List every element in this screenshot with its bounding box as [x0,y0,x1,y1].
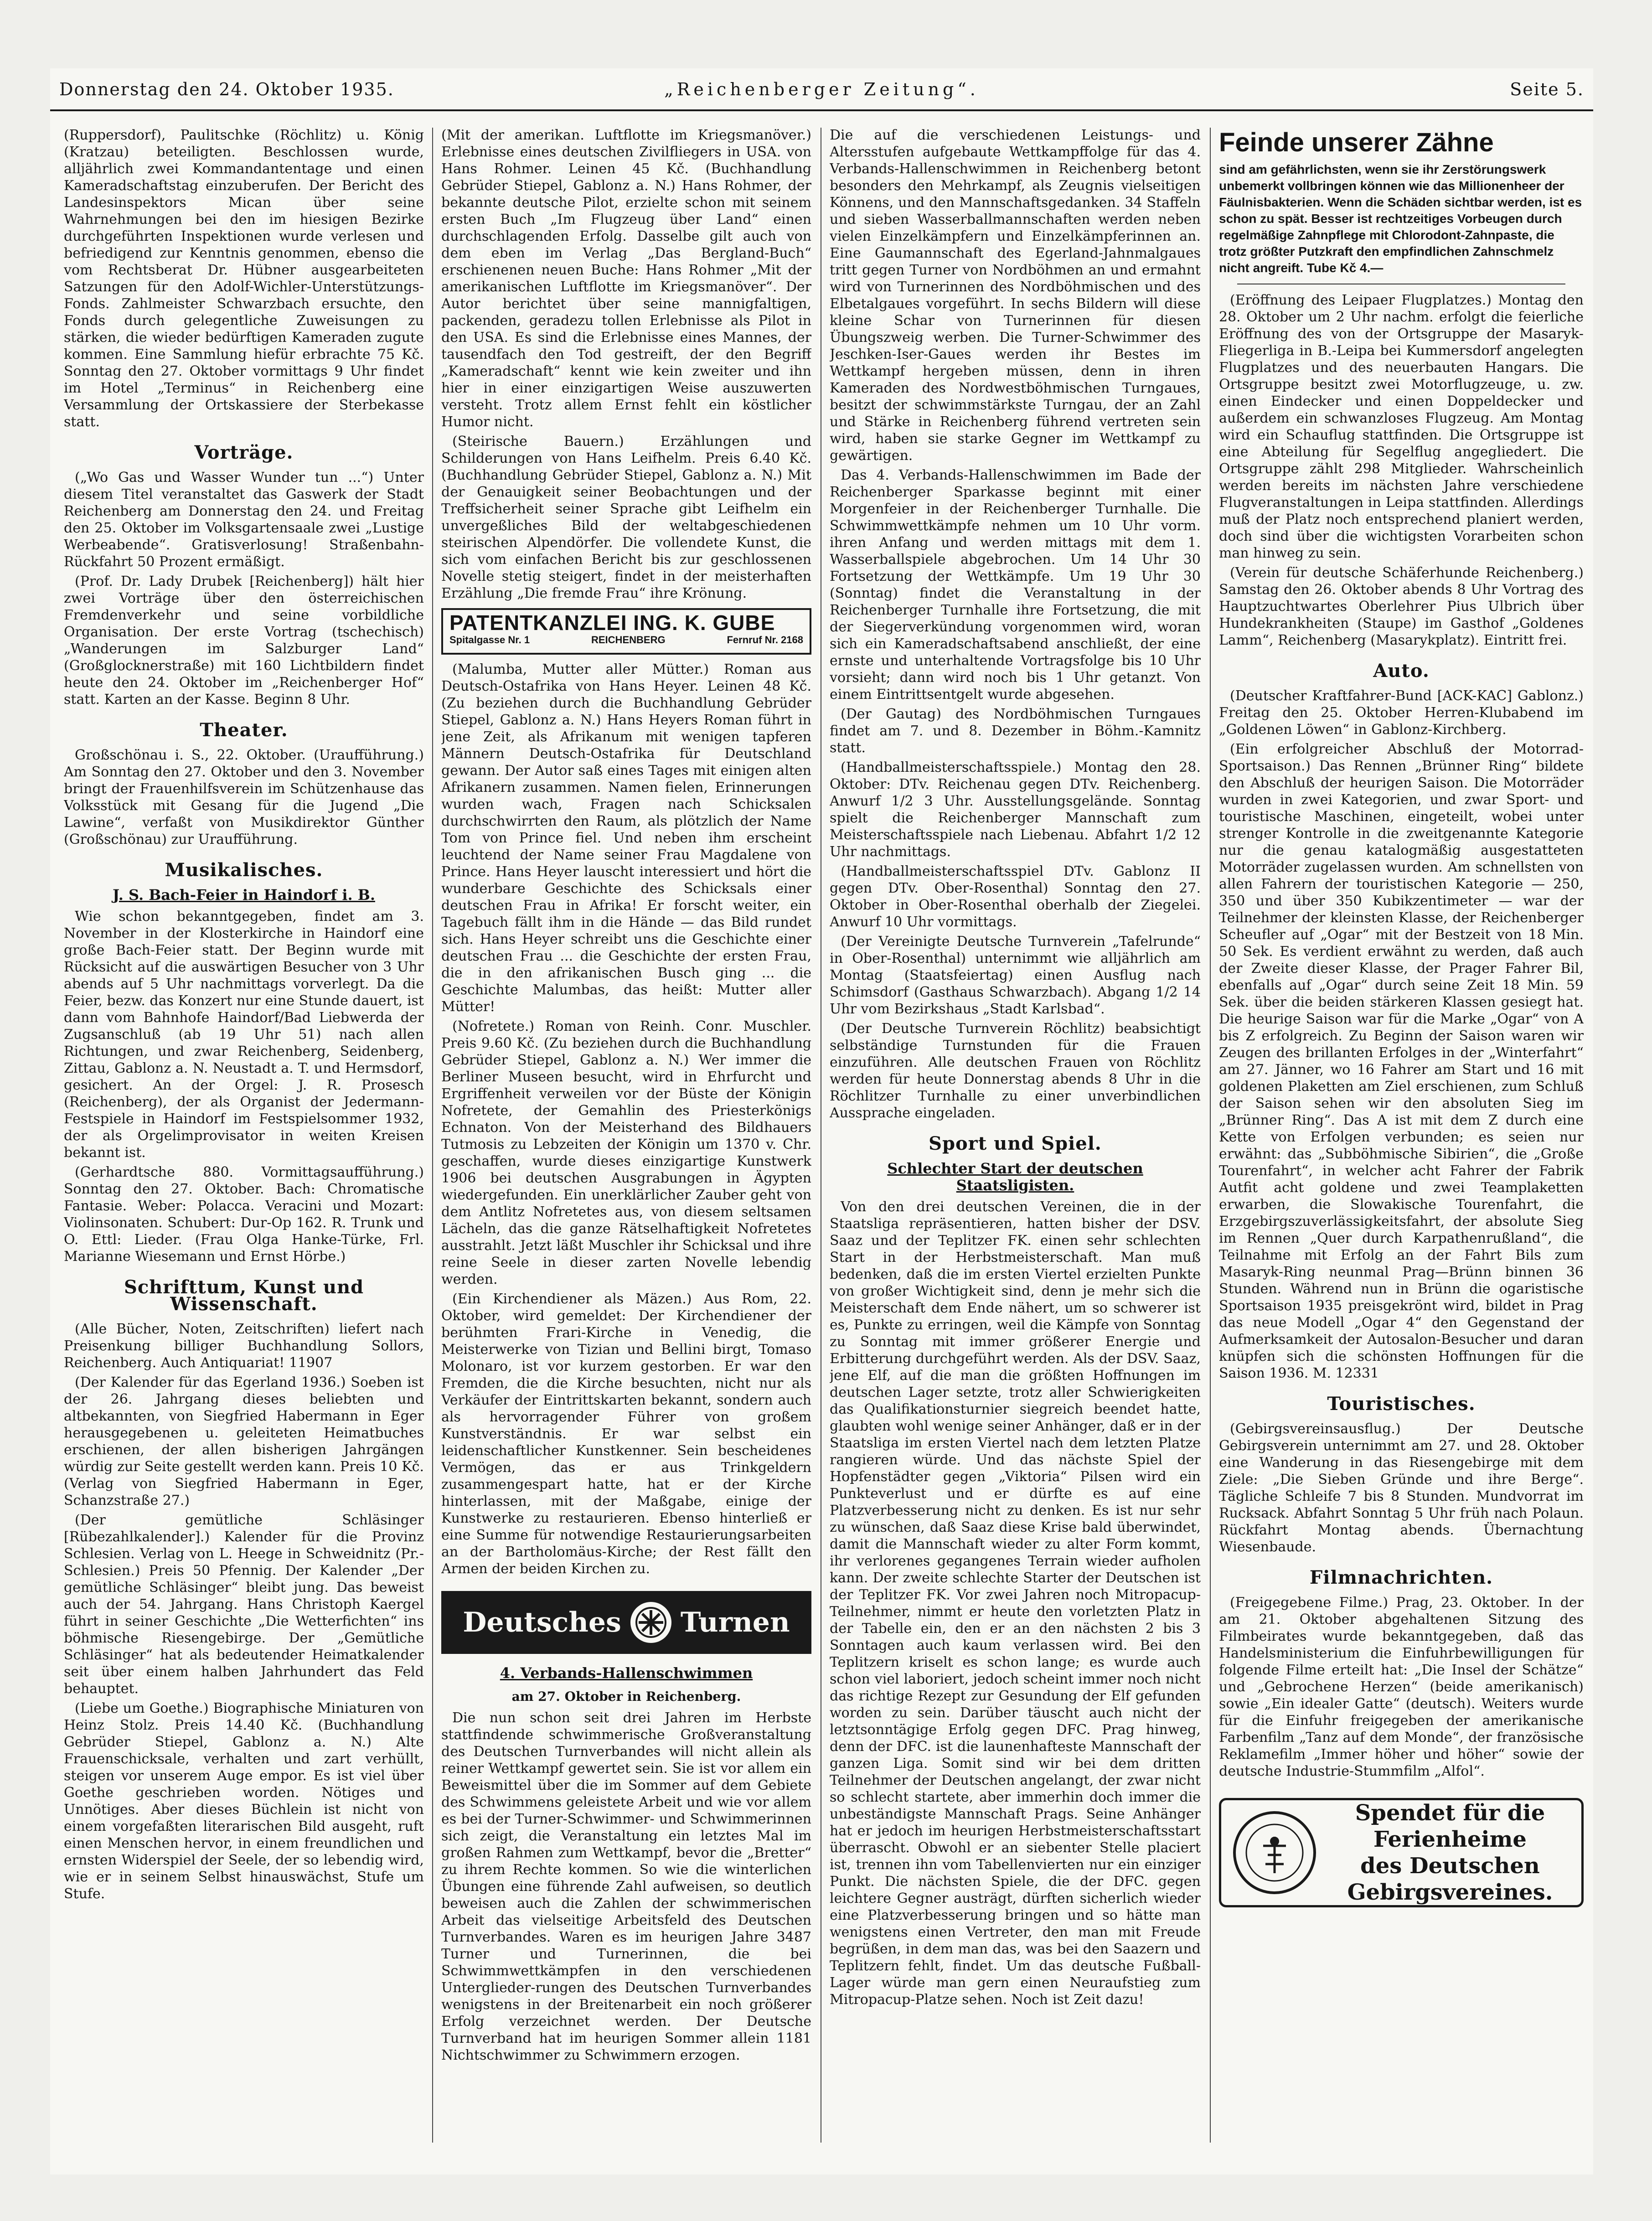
column-rule [432,128,433,2143]
section-heading-theater: Theater. [200,719,288,741]
article-steirische-bauern: (Steirische Bauern.) Erzählungen und Schilderungen von Hans Leifhelm. Preis 6.40 Kč. (Buchhandlung Gebrüder Stiepel, Gablonz a. N.) Mit der Genauigkeit seiner Beobachtungen und der Treffsicherheit seiner Sprache gibt Leifhelm ein unvergeßliches Bild der weltabgeschiedenen steirischen Alpendörfer. Die vollendete Kunst, die sich vom einfachen Bericht bis zur geschlossenen Novelle stetig steigert, findet in der meisterhaften Erzählung „Die fremde Frau“ ihre Krönung. [441,434,811,601]
subheading-bach: J. S. Bach-Feier in Haindorf i. B. [113,886,375,904]
article-ablauf: Das 4. Verbands-Hallenschwimmen im Bade der Reichenberger Sparkasse beginnt mit einer Morgenfeier in der Reichenberger Turnhalle. Die Schwimmwettkämpfe nehmen um 10 Uhr vorm. ihren Anfang und werden mittags mit dem 1. Wasserballspiele abgebrochen. Um 14 Uhr 30 Fortsetzung der Wettkämpfe. Um 19 Uhr 30 (Sonntag) findet die Veranstaltung in der Reichenberger Turnhalle ihre Fortsetzung, die mit der Siegerverkündung vorgenommen wird, woran sich ein Kameradschaftsabend anschließt, der eine ernste und unterhaltende Vortragsfolge bis 10 Uhr vorsieht; dann wird noch bis 1 Uhr getanzt. Von einem Eintrittsentgelt wurde abgesehen. [830,467,1201,702]
newspaper-page [50,68,1593,2175]
article-bach: Wie schon bekanntgegeben, findet am 3. November in der Klosterkirche in Haindorf eine große Bach-Feier statt. Der Beginn wurde mit Rücksicht auf die auswärtigen Besucher von 3 Uhr abends auf 5 Uhr nachmittags vorverlegt. Da die Feier, bezw. das Konzert nur eine Stunde dauert, ist dann vom Bahnhofe Haindorf/Bad Liebwerda der Zugsanschluß (ab 19 Uhr 51) nach allen Richtungen, und zwar Reichenberg, Seidenberg, Zittau, Gablonz a. N. Neustadt a. T. und Hermsdorf, gesichert. An der Orgel: J. R. Prosesch (Reichenberg), der als Organist der Jedermann-Festspiele in Haindorf im Festspielsommer 1932, der als Orgelimprovisator in weiten Kreisen bekannt ist. [64,909,424,1161]
subheading-date: am 27. Oktober in Reichenberg. [511,1689,741,1704]
advertisement-gube [441,608,811,655]
section-heading-musik: Musikalisches. [165,859,323,881]
article-nofretete: (Nofretete.) Roman von Reinh. Conr. Muschler. Preis 9.60 Kč. (Zu beziehen durch die Buchhandlung Gebrüder Stiepel, Gablonz a. N.) Wer immer die Berliner Museen besucht, wird in Ehrfurcht und Ergriffenheit verweilen vor der Büste der Königin Nofretete, der Gemahlin des Priesterkönigs Echnaton. Von der Meisterhand des Bildhauers Tutmosis zu Lebzeiten der Königin um 1370 v. Chr. geschaffen, wurde dieses einzigartige Kunstwerk 1906 bei deutschen Ausgrabungen in Ägypten wiedergefunden. Ein unerklärlicher Zauber geht von dem Antlitz Nofretetes aus, von diesem seltsamen Lächeln, das die ganze Rätselhaftigkeit Nofretetes ausstrahlt. Jetzt läßt Muschler ihr Schicksal und ihre reine Seele in dieser zarten Novelle lebendig werden. [441,1018,811,1287]
article-tafelrunde: (Der Vereinigte Deutsche Turnverein „Tafelrunde“ in Ober-Rosenthal) unternimmt wie alljährlich am Montag (Staatsfeiertag) einen Ausflug nach Schimsdorf (Gasthaus Schwarzbach). Abgang 1/2 14 Uhr vom Bezirkshaus „Stadt Karlsbad“. [830,934,1201,1017]
column-4 [1219,127,1584,2151]
page-number: Seite 5. [1510,79,1584,99]
column-2 [441,127,811,2151]
newspaper-title: „Reichenberger Zeitung“. [664,79,979,99]
article-gerhardt: (Gerhardtsche 880. Vormittagsaufführung.) Sonntag den 27. Oktober. Bach: Chromatische Fantasie. Weber: Polacca. Veracini und Mozart: Violinsonaten. Schubert: Dur-Op 162. R. Trunk und O. Ettl: Lieder. (Frau Olga Hanke-Türke, Frl. Marianne Wiesemann und Ernst Hörbe.) [64,1164,424,1265]
article-goethe: (Liebe um Goethe.) Biographische Miniaturen von Heinz Stolz. Preis 14.40 Kč. (Buchhandlung Gebrüder Stiepel, Gablonz a. N.) Alte Frauenschicksale, verhalten und zart verhüllt, steigen vor unserem Auge empor. Es ist viel über Goethe geschrieben worden. Nötiges und Unnötiges. Aber dieses Büchlein ist nicht von einem vorgefaßten literarischen Bild ausgeht, ruft einen Menschen hervor, in einem freundlichen und ernsten Widerspiel der Seele, der so lebendig wird, wie er in seinem Selbst hinauswächst, Stufe um Stufe. [64,1700,424,1902]
advertisement-chlorodont [1219,127,1584,276]
masthead [50,79,1593,111]
article-gebirgsverein: (Gebirgsvereinsausflug.) Der Deutsche Gebirgsverein unternimmt am 27. und 28. Oktober eine Wanderung in das Riesengebirge mit dem Ziele: „Die Sieben Gründe und ihre Berge“. Tägliche Schleife 7 bis 8 Stunden. Mundvorrat im Rucksack. Abfahrt Sonntag 5 Uhr früh nach Polaun. Rückfahrt Montag abends. Übernachtung Wiesenbaude. [1219,1421,1584,1555]
article-handball-1: (Handballmeisterschaftsspiele.) Montag den 28. Oktober: DTv. Reichenau gegen DTv. Reichenberg. Anwurf 1/2 3 Uhr. Ausstellungsgelände. Sonntag spielt die Reichenberger Mannschaft zum Meisterschaftsspiele nach Liebenau. Abfahrt 1/2 12 Uhr nachmittags. [830,759,1201,860]
section-heading-touristisches: Touristisches. [1327,1393,1476,1415]
article-handball-2: (Handballmeisterschaftsspiel DTv. Gablonz II gegen DTv. Ober-Rosenthal) Sonntag den 27. Oktober in Ober-Rosenthal oberhalb der Ziegelei. Anwurf 10 Uhr vormittags. [830,863,1201,930]
article-verbands-hallenschwimmen: Die nun schon seit drei Jahren im Herbste stattfindende schwimmerische Großveranstaltung des Deutschen Turnverbandes will nicht allein als reiner Wettkampf gewertet sein. Sie ist vor allem ein Beweismittel über die im Sommer auf dem Gebiete des Schwimmens geleistete Arbeit und wie vor allem es bei der Turner-Schwimmer- und Schwimmerinnen sich zeigt, die Veranstaltung ein letztes Mal im großen Rahmen zum Wettkampf, bevor die „Bretter“ zu ihrem Rechte kommen. So wie die winterlichen Übungen eine führende Zahl aufweisen, so deutlich beweisen auch die Zahlen der schwimmerischen Arbeit das vielseitige Arbeitsfeld des Deutschen Turnverbandes. Waren es im heurigen Jahre 3487 Turner und Turnerinnen, die bei Schwimmwettkämpfen in den verschiedenen Unterglieder-rungen des Deutschen Turnverbandes wenigstens in der Breitenarbeit ein noch größerer Erfolg verzeichnet werden. Der Deutsche Turnverband hat im heurigen Sommer allein 1181 Nichtschwimmer zu Schwimmern erzogen. [441,1710,811,2063]
article-drubek: (Prof. Dr. Lady Drubek [Reichenberg]) hält hier zwei Vorträge über den österreichischen Fremdenverkehr und seine vorbildliche Organisation. Der erste Vortrag (tschechisch) „Wanderungen im Salzburger Land“ (Großglocknerstraße) mit 160 Lichtbildern findet heute den 24. Oktober im „Reichenberger Hof“ statt. Karten an der Kasse. Beginn 8 Uhr. [64,573,424,708]
article-malumba: (Malumba, Mutter aller Mütter.) Roman aus Deutsch-Ostafrika von Hans Heyer. Leinen 48 Kč. (Zu beziehen durch die Buchhandlung Gebrüder Stiepel, Gablonz a. N.) Hans Heyers Roman führt in jene Zeit, als Afrikanum mit wenigen tapferen Männern Deutsch-Ostafrika für Deutschland gewann. Der Autor saß eines Tages mit einigen alten Afrikanern zusammen. Namen fielen, Erinnerungen wurden wach, Fragen nach Schicksalen durchschwirrten den Raum, als plötzlich der Name Tom von Prince fiel. Und neben ihm erscheint leuchtend der Name seiner Frau Magdalene von Prince. Hans Heyer lauscht interessiert und hört die wunderbare Geschichte des Schicksals einer deutschen Frau in Afrika! Er forscht weiter, ein Tagebuch fällt ihm in die Hände — das Bild rundet sich. Hans Heyer schreibt uns die Geschichte einer deutschen Frau ... die Geschichte der ersten Frau, die in den afrikanischen Busch ging ... die Geschichte Malumbas, das heißt: Mutter aller Mütter! [441,661,811,1015]
header-rule [50,109,1593,111]
subheading-staatsligisten: Schlechter Start der deutschen Staatsligisten. [887,1160,1143,1194]
deutsches-turnen-banner: Deutsches Turnen [441,1591,811,1654]
subheading-verbands-hallenschwimmen: 4. Verbands-Hallenschwimmen [500,1664,753,1682]
article-kirchendiener: (Ein Kirchendiener als Mäzen.) Aus Rom, 22. Oktober, wird gemeldet: Der Kirchendiener der berühmten Frari-Kirche in Venedig, die Meisterwerke von Tizian und Bellini birgt, Tomaso Molonaro, ist vor kurzem gestorben. Er war den Fremden, die die Kirche besuchten, nicht nur als Verkäufer der Eintrittskarten bekannt, sondern auch als hervorragender Führer von großem Kunstverständnis. Er war selbst ein leidenschaftlicher Kunstkenner. Sein bescheidenes Vermögen, das er aus Trinkgeldern zusammengespart hatte, hat er der Kirche hinterlassen, mit der Maßgabe, einige der Kunstwerke zu restaurieren. Ebenso hinterließ er eine Summe für notwendige Restaurierungsarbeiten an der Bartholomäus-Kirche; der Rest fällt den Armen der beiden Kirchen zu. [441,1291,811,1577]
article-flugplatz: (Eröffnung des Leipaer Flugplatzes.) Montag den 28. Oktober um 2 Uhr nachm. erfolgt die feierliche Eröffnung des von der Ortsgruppe der Masaryk-Fliegerliga in B.-Leipa bei Kummersdorf angelegten Flugplatzes und des neuerbauten Hangars. Die Ortsgruppe besitzt zwei Motorflugzeuge, u. zw. einen Eindecker und einen Doppeldecker und außerdem ein schwanzloses Flugzeug. Am Montag wird ein Schauflug stattfinden. Die Ortsgruppe ist eine Abteilung für Segelflug angegliedert. Die Ortsgruppe zählt 298 Mitglieder. Wahrscheinlich werden bereits im nächsten Jahre verschiedene Flugveranstaltungen in Leipa stattfinden. Allerdings muß der Platz noch entsprechend planiert werden, doch sind über die wichtigsten Vorarbeiten schon man hinweg zu sein. [1219,292,1584,561]
article-kalender-egerland: (Der Kalender für das Egerland 1936.) Soeben ist der 26. Jahrgang dieses beliebten und altbekannten, von Siegfried Habermann in Eger herausgegebenen u. geleiteten Heimatbuches erschienen, der allen bisherigen Jahrgängen würdig zur Seite gestellt werden kann. Preis 10 Kč. (Verlag von Siegfried Habermann in Eger, Schanzstraße 27.) [64,1374,424,1508]
article-luftflotte: (Mit der amerikan. Luftflotte im Kriegsmanöver.) Erlebnisse eines deutschen Zivilfliegers in USA. von Hans Rohmer. Leinen 45 Kč. (Buchhandlung Gebrüder Stiepel, Gablonz a. N.) Hans Rohmer, der bekannte deutsche Pilot, erzielte schon mit seinem ersten Buch „Im Flugzeug über Land“ einen durchschlagenden Erfolg. Dasselbe gilt auch von dem eben im Verlag „Das Bergland-Buch“ erschienenen neuen Buche: Hans Rohmer „Mit der amerikanischen Luftflotte im Kriegsmanöver“. Der Autor berichtet über seine mannigfaltigen, packenden, geradezu tollen Erlebnisse als Pilot in den USA. Es sind die Erlebnisse eines Mannes, der tausendfach den Tod gestreift, der den Begriff „Kameradschaft“ kennt wie kein zweiter und ihn hier in einer einzigartigen Weise auszuwerten versteht. Trotz allem Ernst fehlt ein köstlicher Humor nicht. [441,127,811,430]
issue-date: Donnerstag den 24. Oktober 1935. [59,79,394,99]
section-heading-auto: Auto. [1373,660,1430,682]
column-3 [830,127,1201,2151]
article-motorrad: (Ein erfolgreicher Abschluß der Motorrad-Sportsaison.) Das Rennen „Brünner Ring“ bildete den Abschluß der heurigen Saison. Die Motorräder wurden in zwei Kategorien, und zwar Sport- und touristische Maschinen, eingeteilt, wobei unter strenger Kontrolle in die zweitgenannte Kategorie nur die genau katalogmäßig ausgestatteten Motorräder zugelassen wurden. Am schnellsten von allen Fahrern der touristischen Kategorie — 250, 350 und über 350 Kubikzentimeter — war der Teilnehmer der kleinsten Klasse, der Reichenberger Scheufler auf „Ogar“ mit der Bestzeit von 18 Min. 50 Sek. Es verdient erwähnt zu werden, daß auch der Zweite dieser Klasse, der Prager Fahrer Bil, ebenfalls auf „Ogar“ durch seine Zeit 18 Min. 59 Sek. über die beiden stärkeren Klassen gesiegt hat. Die heurige Saison war für die Marke „Ogar“ von A bis Z erfolgreich. Zu Beginn der Saison waren wir Zeugen des brillanten Erfolges in der „Winterfahrt“ am 27. Jänner, wo 16 Fahrer am Start und 16 mit goldenen Plaketten am Ziel erschienen, zum Schluß der Saison sehen wir den absoluten Sieg im „Brünner Ring“. Das A ist mit dem Z durch eine Kette von Erfolgen verbunden; es seien nur erwähnt: das „Subböhmische Sibirien“, die „Große Tourenfahrt“, in welcher acht Fahrer der Fabrik Autfit acht goldene und zwei Teamplaketten erwarben, die Slowakische Tourenfahrt, die Erzgebirgszuverlässigkeitsfahrt, der absolute Sieg im Rennen „Quer durch Karpathenrußland“, die Teilnahme mit Erfolg an der Fahrt Bils zum Masaryk-Ring neunmal Prag—Brünn binnen 36 Stunden. Während nun in Brünn die ogaristische Sportsaison 1935 preisgekrönt wird, bildet in Prag das neue Modell „Ogar 4“ den Gegenstand der Aufmerksamkeit der Autosalon-Besucher und daran knüpfen sich die schönsten Hoffnungen für die Saison 1936. M. 12331 [1219,741,1584,1381]
article-schlaesinger: (Der gemütliche Schläsinger [Rübezahlkalender].) Kalender für die Provinz Schlesien. Verlag von L. Heege in Schweidnitz (Pr.-Schlesien.) Preis 50 Pfennig. Der Kalender „Der gemütliche Schläsinger“ bleibt jung. Das beweist auch der 54. Jahrgang. Hans Christoph Kaergel führt in seiner Geschichte „Die Wetterfichten“ ins böhmische Riesengebirge. Der „Gemütliche Schläsinger“ hat als bedeutender Heimatkalender seit über einem halben Jahrhundert das Feld behauptet. [64,1512,424,1697]
section-heading-sport: Sport und Spiel. [929,1133,1102,1154]
gebirgsverein-seal-icon [1231,1809,1318,1896]
column-1 [64,127,424,2151]
section-heading-vortraege: Vorträge. [194,442,294,463]
ad-gube-title: PATENTKANZLEI ING. K. GUBE [449,611,775,635]
ad-chlorodont-body: sind am gefährlichsten, wenn sie ihr Zerstörungswerk unbemerkt vollbringen können wie das Millionenheer der Fäulnisbakterien. Wenn die Schäden sichtbar werden, ist es schon zu spät. Besser ist rechtzeitiges Vorbeugen durch regelmäßige Zahnpflege mit Chlorodont-Zahnpaste, die trotz größter Putzkraft den empfindlichen Zahnschmelz nicht angreift. Tube Kč 4.— [1219,162,1582,275]
section-heading-schrifttum: Schrifttum, Kunst und Wissenschaft. [124,1276,364,1315]
article-staatsliga: Von den drei deutschen Vereinen, die in der Staatsliga repräsentieren, hatten bisher der DSV. Saaz und der Teplitzer FK. einen sehr schlechten Start in der Herbstmeisterschaft. Man muß bedenken, daß die im ersten Viertel erzielten Punkte von großer Wichtigkeit sind, denn je mehr sich die Meisterschaft dem Ende nähert, um so schwerer ist es, Punkte zu erringen, weil die Kämpfe von Sonntag zu Sonntag mit immer größerer Energie und Erbitterung durchgeführt werden. Als der DSV. Saaz, jene Elf, auf die man die größten Hoffnungen im deutschen Lager setzte, trotz aller Schwierigkeiten das Qualifikationsturnier siegreich beendet hatte, glaubten wohl wenige seiner Anhänger, daß er in der Staatsliga im ersten Viertel nach dem letzten Platze rangieren würde. Und das nächste Spiel der Hopfenstädter gegen „Viktoria“ Pilsen wird ein Punkteverlust und er dürfte es auf eine Platzverbesserung nicht zu denken. Es ist nur sehr zu wünschen, daß Saaz diese Krise bald überwindet, damit die Mannschaft wieder zu alter Form kommt, ihr verlorenes gegangenes Terrain wieder aufholen kann. Der zweite schlechte Starter der Deutschen ist der Teplitzer FK. Vor zwei Jahren noch Mitropacup-Teilnehmer, nimmt er heute den vorletzten Platz in der Tabelle ein, den er an den nächsten 2 bis 3 Sonntagen auch kaum verlassen wird. Bei den Teplitzern kriselt es schon lange; es wurde auch schon viel laboriert, jedoch scheint immer noch nicht das richtige Rezept zur Gesundung der Elf gefunden worden zu sein. Darüber täuscht auch nicht der letztsonntägige Erfolg gegen DFC. Prag hinweg, denn der DFC. ist die launenhafteste Mannschaft der ganzen Liga. Somit sind wir bei dem dritten Teilnehmer der Deutschen angelangt, der zwar nicht so schlecht startete, aber immerhin doch immer die unbeständigste Mannschaft Prags. Seine Anhänger hat er jedoch im heurigen Herbstmeisterschaftsstart überrascht. Obwohl er an siebenter Stelle placiert ist, trennen ihn vom Tabellenvierten nur ein einziger Punkt. Die nächsten Spiele, die der DFC. gegen leichtere Gegner austrägt, dürften sicherlich wieder eine Platzverbesserung bringen und so hätte man wenigstens einen Vertreter, den man mit Freude begrüßen, in dem man das, was bei den Saazern und Teplitzern fehlt, findet. Um das deutsche Fußball-Lager würde man gern einen Neuraufstieg zum Mitropacup-Platze sehen. Noch ist Zeit dazu! [830,1199,1201,2008]
advertisement-ferienheime [1219,1798,1584,1907]
article-gaswerk: („Wo Gas und Wasser Wunder tun ...“) Unter diesem Titel veranstaltet das Gaswerk der Stadt Reichenberg am Donnerstag den 24. und Freitag den 25. Oktober im Volksgartensaale zwei „Lustige Werbeabende“. Gratisverlosung! Straßenbahn-Rückfahrt 50 Prozent ermäßigt. [64,470,424,570]
column-rule [1210,128,1211,2143]
ad-ferienheime-text: Spendet für die Ferienheime des Deutschen Gebirgsvereines. [1347,1800,1553,1905]
article-feuerwehr: (Ruppersdorf), Paulitschke (Röchlitz) u. König (Kratzau) beteiligten. Beschlossen wurde, alljährlich zwei Kommandantentage und einen Kameradschaftstag einzuberufen. Der Bericht des Landesinspektors Mican über seine Wahrnehmungen bei den im hiesigen Bezirke durchgeführten Inspektionen wurde verlesen und befriedigend zur Kenntnis genommen, ebenso die vom Rechtsberat Dr. Hübner ausgearbeiteten Satzungen für den Adolf-Wichler-Unterstützungs-Fonds. Zahlmeister Schwarzbach ersuchte, den Fonds durch gelegentliche Zuweisungen zu stärken, die wieder bedürftigen Kameraden zugute kommen. Eine Sammlung hiefür erbrachte 75 Kč. Sonntag den 27. Oktober vormittags 9 Uhr findet im Hotel „Terminus“ in Reichenberg eine Versammlung der Ortskassiere der Sterbekasse statt. [64,127,424,430]
ad-gube-address: Spitalgasse Nr. 1 REICHENBERG Fernruf Nr. 2168 [449,634,803,646]
ad-chlorodont-title: Feinde unserer Zähne [1219,128,1494,157]
article-roechlitz: (Der Deutsche Turnverein Röchlitz) beabsichtigt selbständige Turnstunden für die Frauen einzuführen. Alle deutschen Frauen von Röchlitz werden für heute Donnerstag abends 8 Uhr in die Röchlitzer Turnhalle zu einer unverbindlichen Aussprache eingeladen. [830,1021,1201,1121]
section-heading-film: Filmnachrichten. [1309,1567,1493,1588]
article-wettkampffolge: Die auf die verschiedenen Leistungs- und Altersstufen aufgebaute Wettkampffolge für das 4. Verbands-Hallenschwimmen in Reichenberg betont besonders den Mehrkampf, als Zeugnis vielseitigen Könnens, und den Mannschaftsgedanken. 34 Staffeln und sieben Wasserballmannschaften werden neben vielen Einzelkämpfern und Einzelkämpferinnen an. Eine Gaumannschaft des Egerland-Jahnmalgaues tritt gegen Turner von Nordböhmen an und ermahnt wird von Turnerinnen des Nordböhmischen und des Elbetalgaues vorgeführt. In sechs Bildern will diese kleine Schar von Turnerinnen für diesen Übungszweig werben. Die Turner-Schwimmer des Jeschken-Iser-Gaues werden ihr Bestes im Wettkampf hergeben müssen, denn in ihren Kameraden des Nordwestböhmischen Turngaues, besitzt der schwimmstärkste Turngau, der an Zahl und Stärke in Reichenberg führend vertreten sein wird, haben sie starke Gegner im Wettkampf zu gewärtigen. [830,127,1201,464]
turner-emblem-icon [630,1602,671,1643]
article-theater: Großschönau i. S., 22. Oktober. (Uraufführung.) Am Sonntag den 27. Oktober und den 3. November bringt der Frauenhilfsverein im Schützenhause das Volksstück mit Gesang für die Jugend „Die Lawine“, verfaßt von Musikdirektor Günther (Großschönau) zur Uraufführung. [64,747,424,847]
article-gautag: (Der Gautag) des Nordböhmischen Turngaues findet am 7. und 8. Dezember in Böhm.-Kamnitz statt. [830,706,1201,756]
article-film: (Freigegebene Filme.) Prag, 23. Oktober. In der am 21. Oktober abgehaltenen Sitzung des Filmbeirates wurde bekanntgegeben, daß das Handelsministerium die Einfuhrbewilligungen für folgende Filme erteilt hat: „Die Insel der Schätze“ und „Gebrochene Herzen“ (beide amerikanisch) sowie „Ein idealer Gatte“ (deutsch). Weiters wurde für die Einfuhr freigegeben der amerikanische Farbenfilm „Tanz auf dem Monde“, der französische Reklamefilm „Immer höher und höher“ sowie der deutsche Industrie-Stummfilm „Alfol“. [1219,1595,1584,1779]
article-kraftfahrer: (Deutscher Kraftfahrer-Bund [ACK-KAC] Gablonz.) Freitag den 25. Oktober Herren-Klubabend im „Goldenen Löwen“ in Gablonz-Kirchberg. [1219,688,1584,738]
article-schaeferhunde: (Verein für deutsche Schäferhunde Reichenberg.) Samstag den 26. Oktober abends 8 Uhr Vortrag des Hauptzuchtwartes Oberlehrer Pius Ulbrich über Hundekrankheiten (Staupe) im Gasthof „Goldenes Lamm“, Reichenberg (Masarykplatz). Eintritt frei. [1219,565,1584,648]
article-buecher: (Alle Bücher, Noten, Zeitschriften) liefert nach Preisenkung billiger Buchhandlung Sollors, Reichenberg. Auch Antiquariat! 11907 [64,1321,424,1371]
